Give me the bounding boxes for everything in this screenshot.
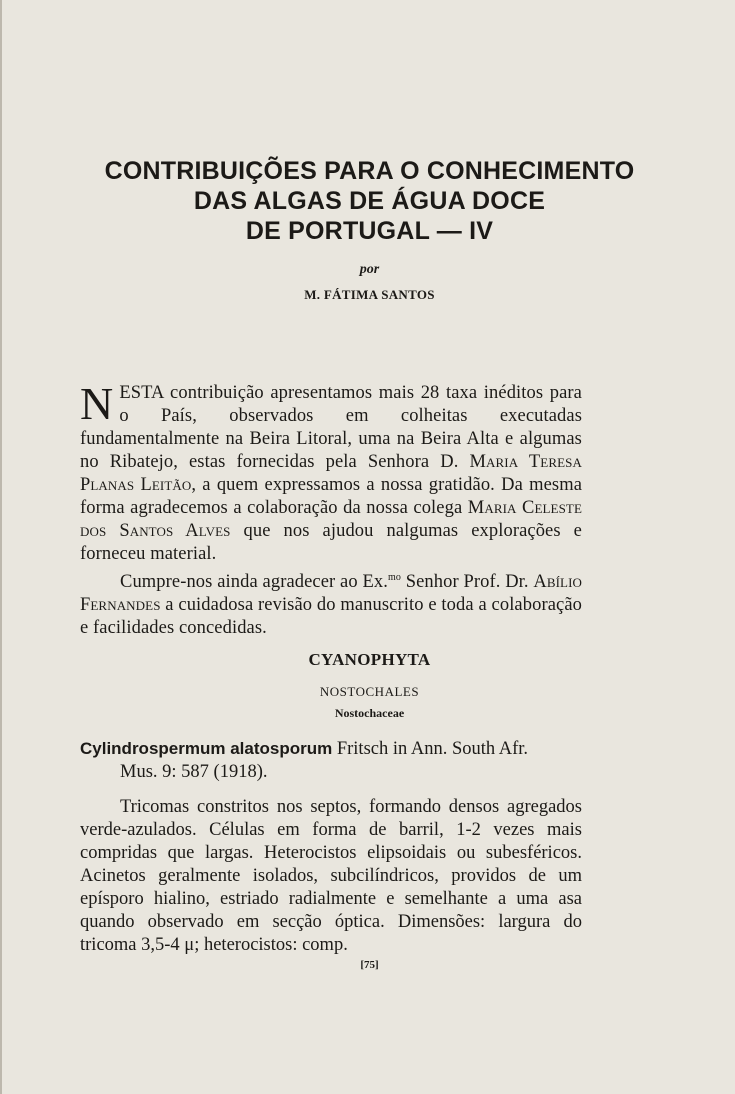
introduction	[80, 378, 583, 640]
intro-paragraph-1	[80, 378, 583, 566]
byline-por: por	[359, 262, 380, 277]
person-name: Maria Teresa Planas Leitão	[80, 452, 582, 495]
drop-cap: N	[80, 378, 114, 429]
intro-text-d: Cumpre-nos ainda agradecer ao Ex.	[120, 572, 388, 593]
person-name: Maria Celeste dos Santos Alves	[80, 498, 582, 541]
intro-text-c: que nos ajudou nalgumas explorações e forneceu material.	[80, 521, 582, 564]
title-line-2: DAS ALGAS DE ÁGUA DOCE	[193, 187, 546, 215]
intro-text-b: , a quem expressamos a nossa gratidão. Da mesma forma agradecemos a colaboração da nossa colega	[80, 475, 583, 518]
intro-text-a: ESTA contribuição apresentamos mais 28 taxa inéditos para o País, observados em colheitas executadas fundamentalmente na Beira Litoral, uma na Beira Alta e algumas no Ribatejo, estas fornecidas pela Senhora D.	[80, 383, 582, 472]
species-description: Tricomas constritos nos septos, formando densos agregados verde-azulados. Células em forma de barril, 1-2 vezes mais compridas que largas. Heterocistos elipsoidais ou subesféricos. Acinetos geralmente isolados, subcilíndricos, providos de um epísporo hialino, estriado radialmente e semelhante a uma asa quando observado em secção óptica. Dimensões: largura do tricoma 3,5-4 μ; heterocistos: comp.	[80, 797, 582, 955]
superscript: mo	[387, 572, 401, 583]
intro-text-e: Senhor Prof. Dr.	[400, 572, 534, 593]
order-heading: NOSTOCHALES	[319, 684, 420, 699]
intro-paragraph-2	[80, 566, 582, 640]
title-line-1: CONTRIBUIÇÕES PARA O CONHECIMENTO	[104, 157, 635, 185]
species-entry	[80, 737, 582, 784]
person-name: Abílio Fernandes	[80, 572, 582, 616]
article-title	[2, 156, 735, 246]
page-number: [75]	[360, 959, 379, 971]
author-name: M. FÁTIMA SANTOS	[304, 287, 435, 302]
title-line-3: DE PORTUGAL — IV	[245, 217, 494, 245]
species-reference-1: Fritsch in Ann. South Afr.	[332, 739, 529, 759]
intro-text-f: a cuidadosa revisão do manuscrito e toda a colaboração e facilidades concedidas.	[80, 595, 582, 639]
family-heading: Nostochaceae	[334, 706, 405, 720]
species-reference-2: Mus. 9: 587 (1918).	[120, 762, 268, 782]
division-heading: CYANOPHYTA	[308, 650, 431, 669]
species-name: Cylindrospermum alatosporum	[80, 739, 333, 758]
